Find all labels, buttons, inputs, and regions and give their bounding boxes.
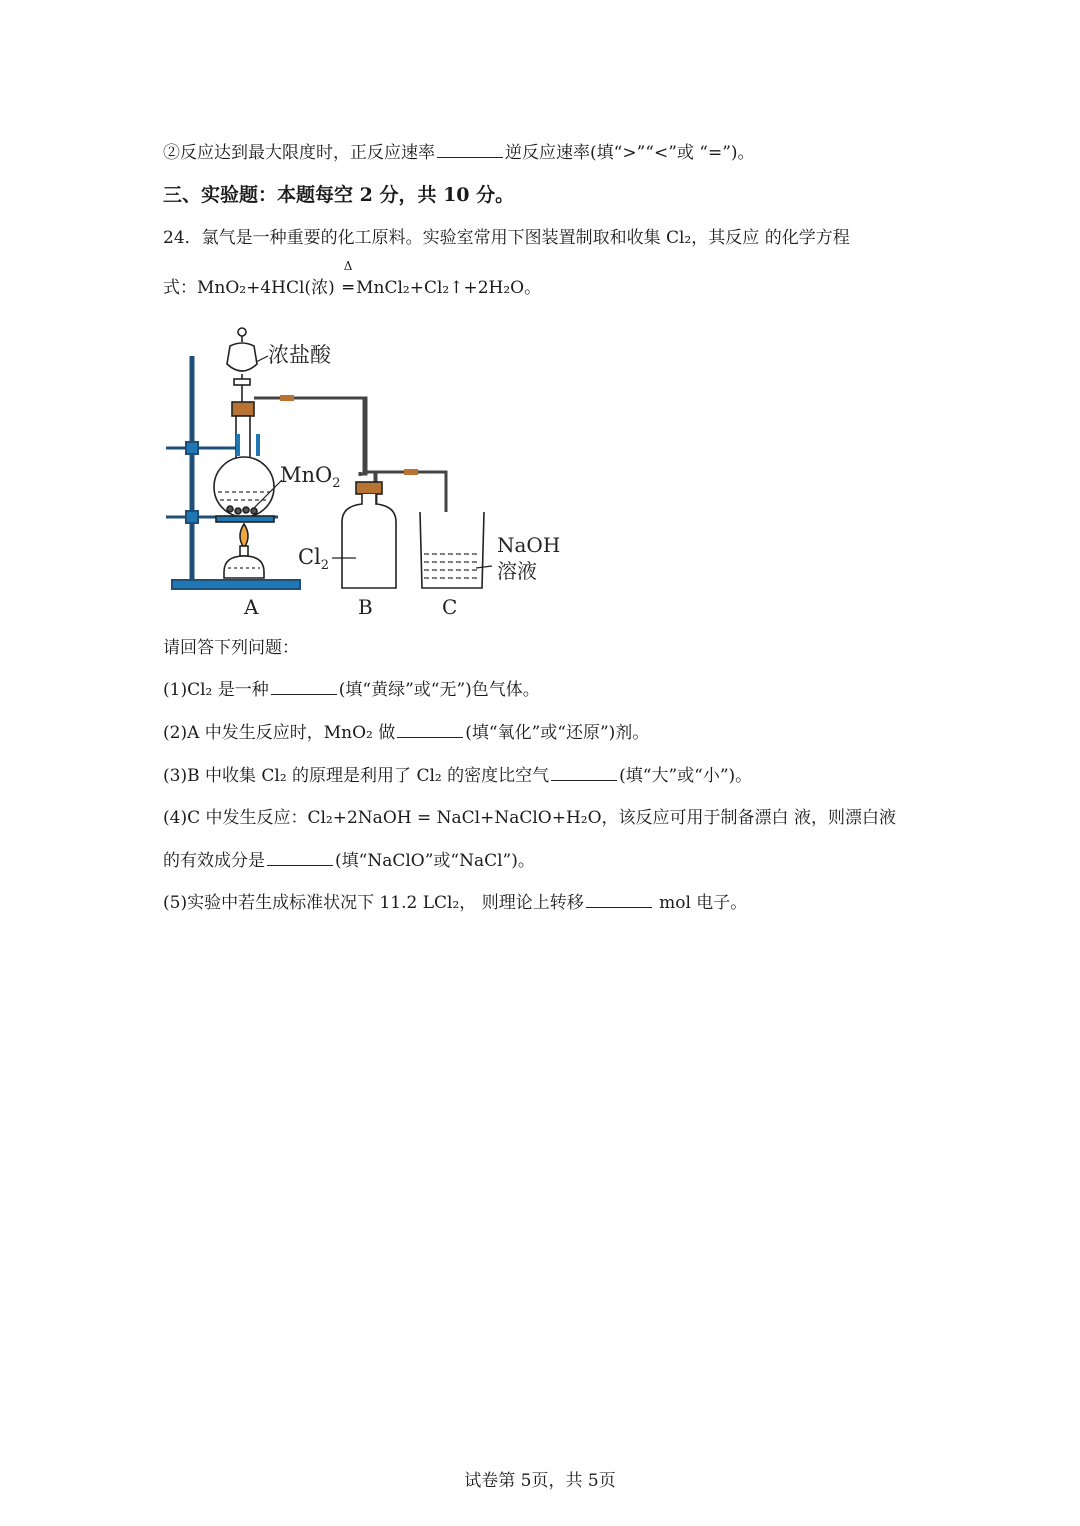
label-concentrated-hcl: 浓盐酸 xyxy=(268,343,331,367)
sub3-prefix: (3)B 中收集 Cl₂ 的原理是利用了 Cl₂ 的密度比空气 xyxy=(163,766,550,786)
q24-prompt: 请回答下列问题： xyxy=(163,638,299,658)
q23-part2-prefix: ②反应达到最大限度时，正反应速率 xyxy=(163,143,435,163)
heat-arrow xyxy=(340,259,356,300)
q23-part2-line xyxy=(163,141,755,165)
label-b: B xyxy=(358,595,373,619)
answer-blank[interactable] xyxy=(551,764,617,781)
answer-blank[interactable] xyxy=(267,849,333,866)
q24-sub1 xyxy=(163,678,540,702)
equation-reactants: 式：MnO₂+4HCl(浓) xyxy=(163,278,335,298)
round-bottom-flask xyxy=(214,402,274,522)
label-cl2: $Cl_2$ xyxy=(298,545,330,573)
sub5-prefix: (5)实验中若生成标准状况下 11.2 LCl₂， 则理论上转移 xyxy=(163,893,584,913)
q24-intro: 24．氯气是一种重要的化工原料。实验室常用下图装置制取和收集 Cl₂，其反应 的化学方程 xyxy=(163,228,850,248)
label-a: A xyxy=(244,595,259,619)
page-footer: 试卷第 5页，共 5页 xyxy=(464,1471,616,1491)
answer-blank[interactable] xyxy=(437,141,503,158)
q24-sub3 xyxy=(163,764,752,788)
sub5-suffix: mol 电子。 xyxy=(653,893,748,913)
q24-sub4-line1: (4)C 中发生反应：Cl₂+2NaOH = NaCl+NaClO+H₂O，该反应可用于制备漂白 液，则漂白液 xyxy=(163,808,896,828)
q24-sub2 xyxy=(163,721,649,745)
section-heading: 三、实验题：本题每空 2 分，共 10 分。 xyxy=(163,184,515,206)
answer-blank[interactable] xyxy=(397,721,463,738)
label-mno2: MnO$_2$ xyxy=(280,463,341,491)
answer-blank[interactable] xyxy=(586,891,652,908)
label-c: C xyxy=(442,595,458,619)
q24-sub5 xyxy=(163,891,747,915)
sub2-prefix: (2)A 中发生反应时，MnO₂ 做 xyxy=(163,723,396,743)
sub3-suffix: (填“大”或“小”)。 xyxy=(619,766,753,786)
sub4-prefix: 的有效成分是 xyxy=(163,851,265,871)
equation-products: MnCl₂+Cl₂↑+2H₂O。 xyxy=(356,278,542,298)
beaker xyxy=(420,512,484,588)
answer-blank[interactable] xyxy=(271,678,337,695)
separatory-funnel xyxy=(227,328,257,410)
equals-sign: ═ xyxy=(342,278,354,298)
gas-collecting-bottle xyxy=(342,482,396,588)
q24-sub4-line2 xyxy=(163,849,535,873)
sub2-suffix: (填“氧化”或“还原”)剂。 xyxy=(465,723,650,743)
apparatus-diagram xyxy=(160,322,570,622)
sub4-suffix: (填“NaClO”或“NaCl”)。 xyxy=(335,851,535,871)
alcohol-lamp xyxy=(224,524,264,578)
label-solution: 溶液 xyxy=(497,559,537,583)
sub1-suffix: (填“黄绿”或“无”)色气体。 xyxy=(338,680,540,700)
q24-equation xyxy=(163,259,542,300)
heat-condition: Δ xyxy=(343,259,353,273)
sub1-prefix: (1)Cl₂ 是一种 xyxy=(163,680,269,700)
label-naoh: NaOH xyxy=(497,533,561,557)
q23-part2-suffix: 逆反应速率(填“>”“<”或 “=”)。 xyxy=(505,143,755,163)
